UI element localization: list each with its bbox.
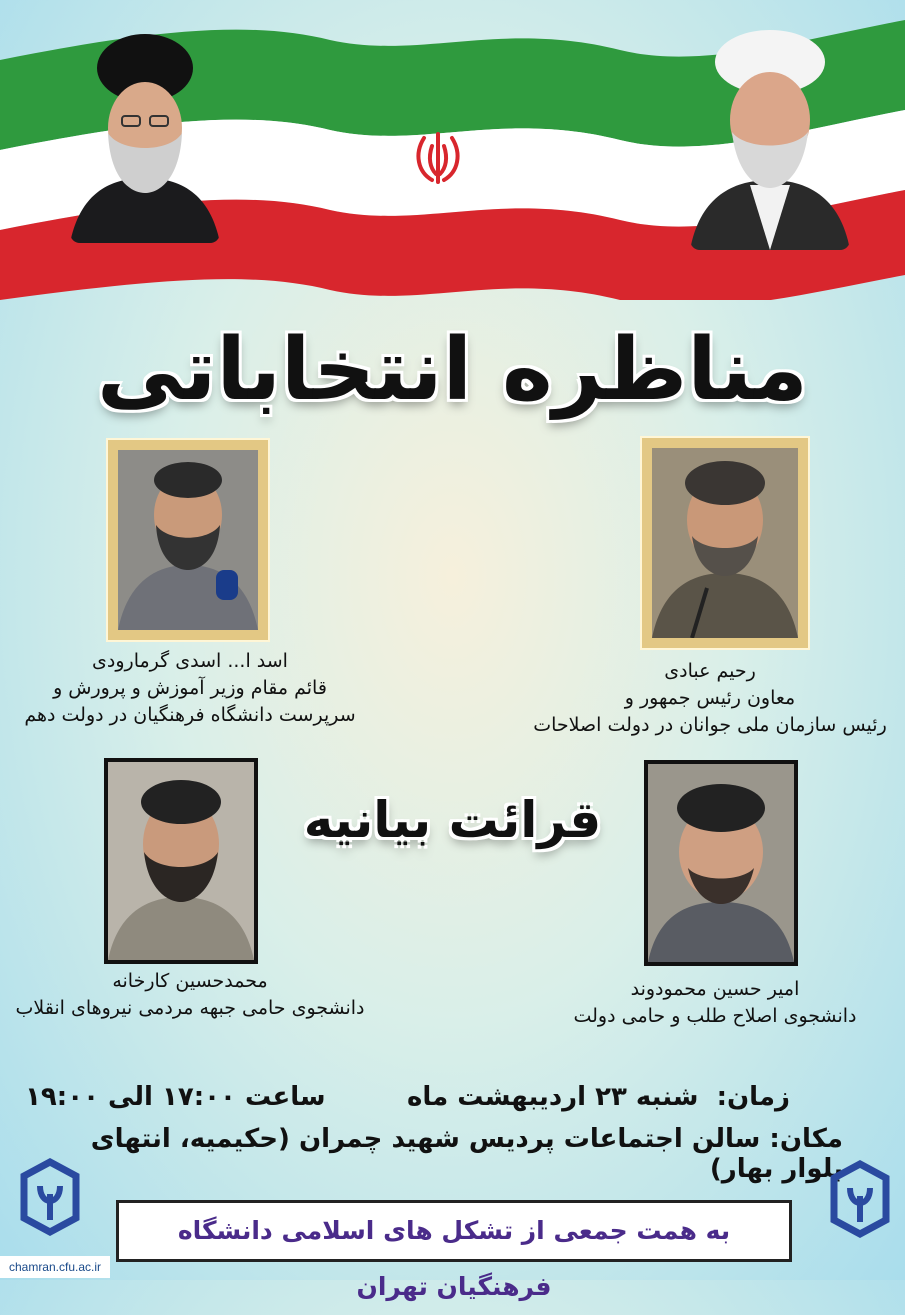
right-student-name: امیر حسین محمودوند [630, 978, 800, 1000]
watermark-url[interactable]: chamran.cfu.ac.ir [0, 1256, 110, 1278]
university-logo-icon [18, 1158, 82, 1244]
right-speaker-role-2: رئیس سازمان ملی جوانان در دولت اصلاحات [533, 714, 887, 736]
left-speaker-photo [108, 440, 268, 640]
right-student-caption [530, 976, 900, 1030]
left-student-role: دانشجوی حامی جبهه مردمی نیروهای انقلاب [15, 997, 365, 1019]
right-speaker-role-1: معاون رئیس جمهور و [624, 687, 796, 709]
right-speaker-caption [520, 658, 900, 739]
right-student-photo [644, 760, 798, 966]
page-title: مناظره انتخاباتی [97, 320, 808, 420]
time-line: زمان: شنبه ۲۳ اردیبهشت ماه ساعت ۱۷:۰۰ الی ۱۹:۰۰ [25, 1082, 790, 1112]
organizer-banner: به همت جمعی از تشکل های اسلامی دانشگاه فرهنگیان تهران [116, 1200, 792, 1262]
left-student-photo [104, 758, 258, 964]
left-student-caption [10, 968, 370, 1022]
left-speaker-caption [10, 648, 370, 729]
university-logo-right-icon [828, 1160, 892, 1246]
right-speaker-name: رحیم عبادی [664, 660, 756, 682]
left-speaker-role-1: قائم مقام وزیر آموزش و پرورش و [53, 677, 327, 699]
top-left-portrait [70, 28, 220, 243]
left-student-name: محمدحسین کارخانه [112, 970, 268, 992]
statement-title: قرائت بیانیه [303, 791, 602, 849]
place-line: مکان: سالن اجتماعات پردیس شهید چمران (حکیمیه، انتهای بلوار بهار) [90, 1124, 843, 1184]
top-right-portrait [690, 20, 850, 250]
left-speaker-name: اسد ا... اسدی گرمارودی [92, 650, 288, 672]
right-speaker-photo [642, 438, 808, 648]
right-student-role: دانشجوی اصلاح طلب و حامی دولت [573, 1005, 857, 1027]
left-speaker-role-2: سرپرست دانشگاه فرهنگیان در دولت دهم [24, 704, 356, 726]
